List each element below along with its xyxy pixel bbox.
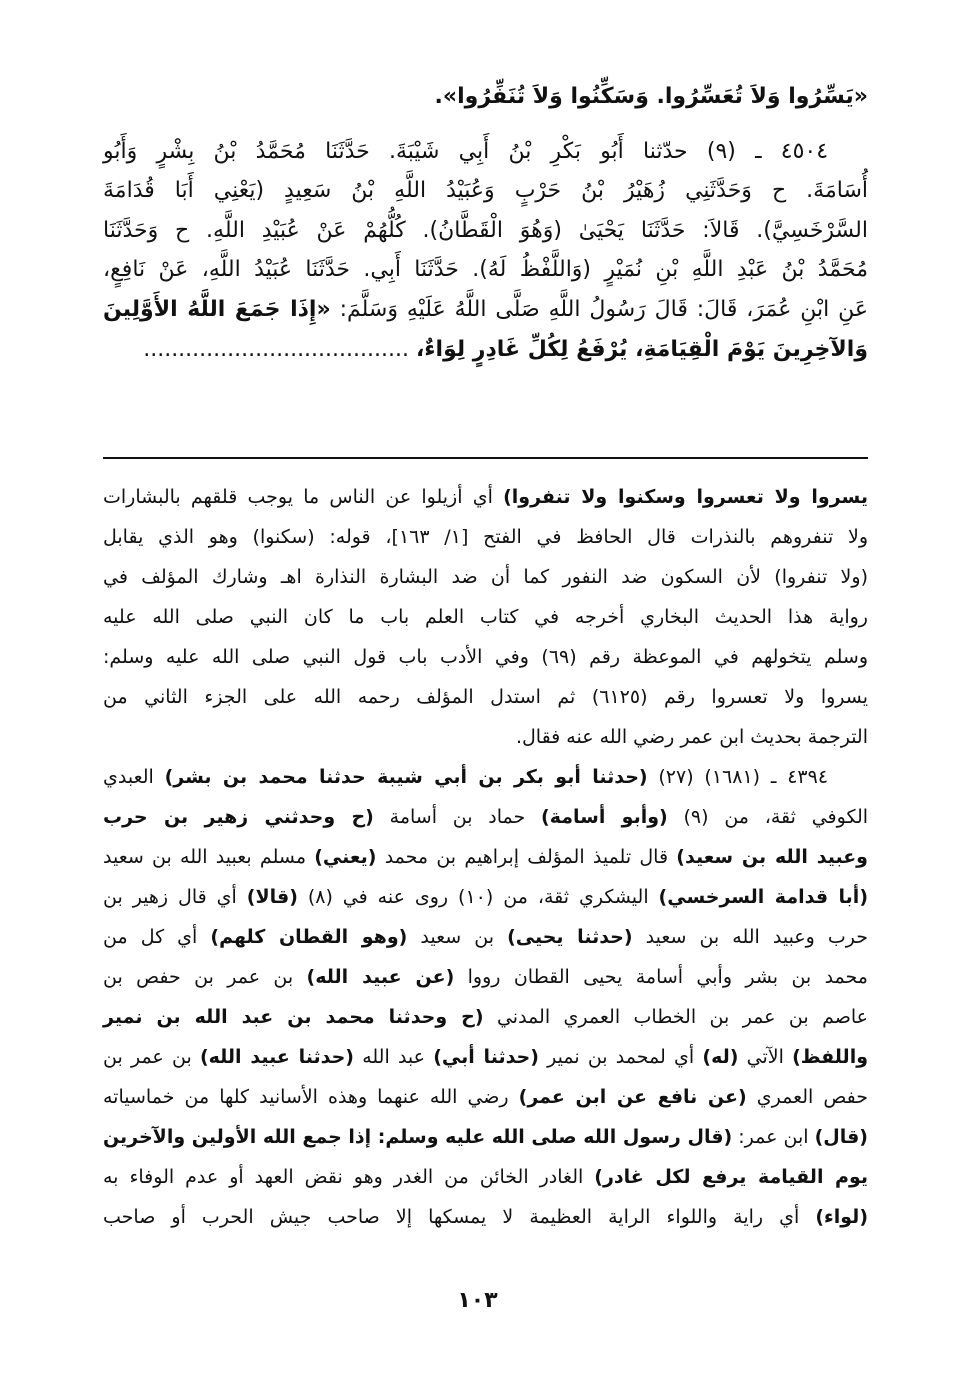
text-segment: بن عمر بن [103, 1046, 200, 1068]
footnote-divider [103, 457, 868, 459]
text-segment: عبد الله [353, 1046, 434, 1068]
bold-text-segment: (ح وحدثني زهير بن حرب [103, 806, 374, 828]
bold-text-segment: (له) [702, 1046, 739, 1068]
bold-text-segment: (وأبو أسامة) [541, 806, 668, 828]
text-line [103, 1198, 868, 1236]
bold-text-segment: (لواء) [815, 1206, 868, 1228]
text-segment: أُسَامَةَ. ح وَحَدَّثَنِي زُهَيْرُ بْنُ حَرْبٍ وَعُبَيْدُ اللَّهِ بْنُ سَعِيدٍ (يَعْنِي أَبَا قُدَامَةَ [103, 178, 868, 203]
bold-text-segment: (حدثنا يحيى) [507, 926, 633, 948]
bold-text-segment: يوم القيامة يرفع لكل غادر) [594, 1166, 868, 1188]
text-segment: محمد بن بشر وأبي أسامة يحيى القطان رووا [454, 966, 868, 988]
text-line [103, 291, 868, 329]
text-line [103, 718, 868, 756]
text-line [103, 1118, 868, 1156]
text-segment: أي راية واللواء الراية العظيمة لا يمسكها إلا صاحب جيش الحرب أو صاحب [103, 1206, 816, 1228]
text-segment: رضي الله عنهما وهذه الأسانيد كلها من خماسياته [103, 1086, 519, 1108]
text-segment: وسلم يتخولهم في الموعظة رقم (٦٩) وفي الأدب باب قول النبي صلى الله عليه وسلم: [103, 646, 868, 668]
text-line [103, 518, 868, 556]
text-segment: الآتي [738, 1046, 793, 1068]
bold-text-segment: وعبيد الله بن سعيد) [676, 846, 868, 868]
text-segment: ٤٥٠٤ ـ (٩) حدّثنا أَبُو بَكْرِ بْنُ أَبِي شَيْبَةَ. حَدَّثَنَا مُحَمَّدُ بْنُ بِشْرٍ وَأَبُو [103, 139, 829, 164]
text-segment: الغادر الخائن من الغدر وهو نقض العهد أو عدم الوفاء به [103, 1166, 595, 1188]
text-segment: أي لمحمد بن نمير [538, 1046, 703, 1068]
bold-text-segment: (وهو القطان كلهم) [210, 926, 408, 948]
text-line [103, 678, 868, 716]
bold-text-segment: (قال رسول الله صلى الله عليه وسلم: إذا جمع الله الأولين والآخرين [102, 1126, 733, 1148]
text-line [103, 1158, 868, 1196]
text-line [103, 331, 868, 369]
text-line [103, 78, 868, 116]
text-segment: حفص العمري [746, 1086, 869, 1108]
text-line [103, 133, 868, 171]
bold-text-segment: واللفظ) [792, 1046, 869, 1068]
bold-text-segment: (أبا قدامة السرخسي) [658, 886, 869, 908]
text-line [103, 998, 868, 1036]
text-segment: الترجمة بحديث ابن عمر رضي الله عنه فقال. [515, 726, 868, 748]
text-line [103, 251, 868, 289]
text-segment: الكوفي ثقة، من (٩) [667, 806, 869, 828]
text-line [103, 172, 868, 210]
text-segment: قال تلميذ المؤلف إبراهيم بن محمد [376, 846, 677, 868]
text-segment: العبدي [103, 766, 165, 788]
bold-text-segment: وَالآخِرِينَ يَوْمَ الْقِيَامَةِ، يُرْفَعُ لِكُلِّ غَادِرٍ لِوَاءٌ، [415, 337, 868, 362]
bold-text-segment: (حدثنا أبو بكر بن أبي شيبة حدثنا محمد بن بشر) [164, 766, 648, 788]
text-segment: بن سعيد [407, 926, 508, 948]
text-segment: أي قال زهير بن [103, 886, 247, 908]
text-line [103, 638, 868, 676]
text-segment: ٤٣٩٤ ـ (١٦٨١) (٢٧) [647, 766, 829, 788]
bold-text-segment: «إِذَا جَمَعَ اللَّهُ الأَوَّلِينَ [103, 297, 331, 322]
bold-text-segment: (عن نافع عن ابن عمر) [518, 1086, 747, 1108]
text-line [103, 598, 868, 636]
text-segment: أي كل من [103, 926, 211, 948]
text-line [103, 838, 868, 876]
text-line [103, 212, 868, 250]
text-segment: ابن عمر: [732, 1126, 815, 1148]
bold-text-segment: (حدثنا عبيد الله) [199, 1046, 354, 1068]
text-segment: عَنِ ابْنِ عُمَرَ، قَالَ: قَالَ رَسُولُ اللَّهِ صَلَّى اللَّهُ عَلَيْهِ وَسَلَّمَ: [330, 297, 868, 322]
text-line [103, 958, 868, 996]
text-segment: أي أزيلوا عن الناس ما يوجب قلقهم بالبشارات [103, 486, 504, 508]
text-line [103, 758, 868, 796]
text-line [103, 1078, 868, 1116]
text-segment: رواية هذا الحديث البخاري أخرجه في كتاب العلم باب ما كان النبي صلى الله عليه [103, 606, 868, 628]
text-segment: حرب وعبيد الله بن سعيد [632, 926, 868, 948]
bold-text-segment: (قالا) [246, 886, 298, 908]
text-segment: يسروا ولا تعسروا رقم (٦١٢٥) ثم استدل المؤلف رحمه الله على الجزء الثاني من [103, 686, 868, 708]
text-line [103, 1038, 868, 1076]
bold-text-segment: (ح وحدثنا محمد بن عبد الله بن نمير [103, 1006, 484, 1028]
text-line [103, 798, 868, 836]
bold-text-segment: «يَسِّرُوا وَلاَ تُعَسِّرُوا. وَسَكِّنُوا وَلاَ تُنَفِّرُوا». [434, 84, 868, 109]
page-number: ١٠٣ [457, 1288, 498, 1313]
bold-text-segment: (عن عبيد الله) [306, 966, 455, 988]
text-segment: حماد بن أسامة [373, 806, 542, 828]
text-segment: اليشكري ثقة، من (١٠) روى عنه في (٨) [297, 886, 659, 908]
text-segment: (ولا تنفروا) لأن السكون ضد النفور كما أن ضد البشارة النذارة اهـ وشارك المؤلف في [103, 566, 868, 588]
text-line [103, 918, 868, 956]
text-segment: مُحَمَّدُ بْنُ عَبْدِ اللَّهِ بْنِ نُمَيْرٍ (وَاللَّفْظُ لَهُ). حَدَّثَنَا أَبِي. حَدَّثَنَا عُبَيْدُ اللَّهِ، عَنْ نَافِعٍ، [103, 257, 868, 282]
text-segment: ولا تنفروهم بالنذرات قال الحافظ في الفتح [١/ ١٦٣]، قوله: (سكنوا) وهو الذي يقابل [103, 526, 868, 548]
bold-text-segment: يسروا ولا تعسروا وسكنوا ولا تنفروا) [503, 486, 868, 508]
text-segment: ...................................... [143, 337, 416, 362]
text-segment: السَّرْخَسِيَّ). قَالاَ: حَدَّثَنَا يَحْيَىٰ (وَهُوَ الْقَطَّانُ). كُلُّهُمْ عَنْ عُبَيْدِ اللَّهِ. ح وَحَدَّثَنَا [103, 218, 868, 243]
text-line [103, 878, 868, 916]
text-segment: مسلم بعبيد الله بن سعيد [103, 846, 315, 868]
bold-text-segment: (قال) [814, 1126, 868, 1148]
text-segment: عاصم بن عمر بن الخطاب العمري المدني [483, 1006, 868, 1028]
text-line [103, 558, 868, 596]
bold-text-segment: (حدثنا أبي) [433, 1046, 539, 1068]
text-line [103, 478, 868, 516]
text-segment: بن عمر بن حفص بن [103, 966, 307, 988]
bold-text-segment: (يعني) [314, 846, 377, 868]
